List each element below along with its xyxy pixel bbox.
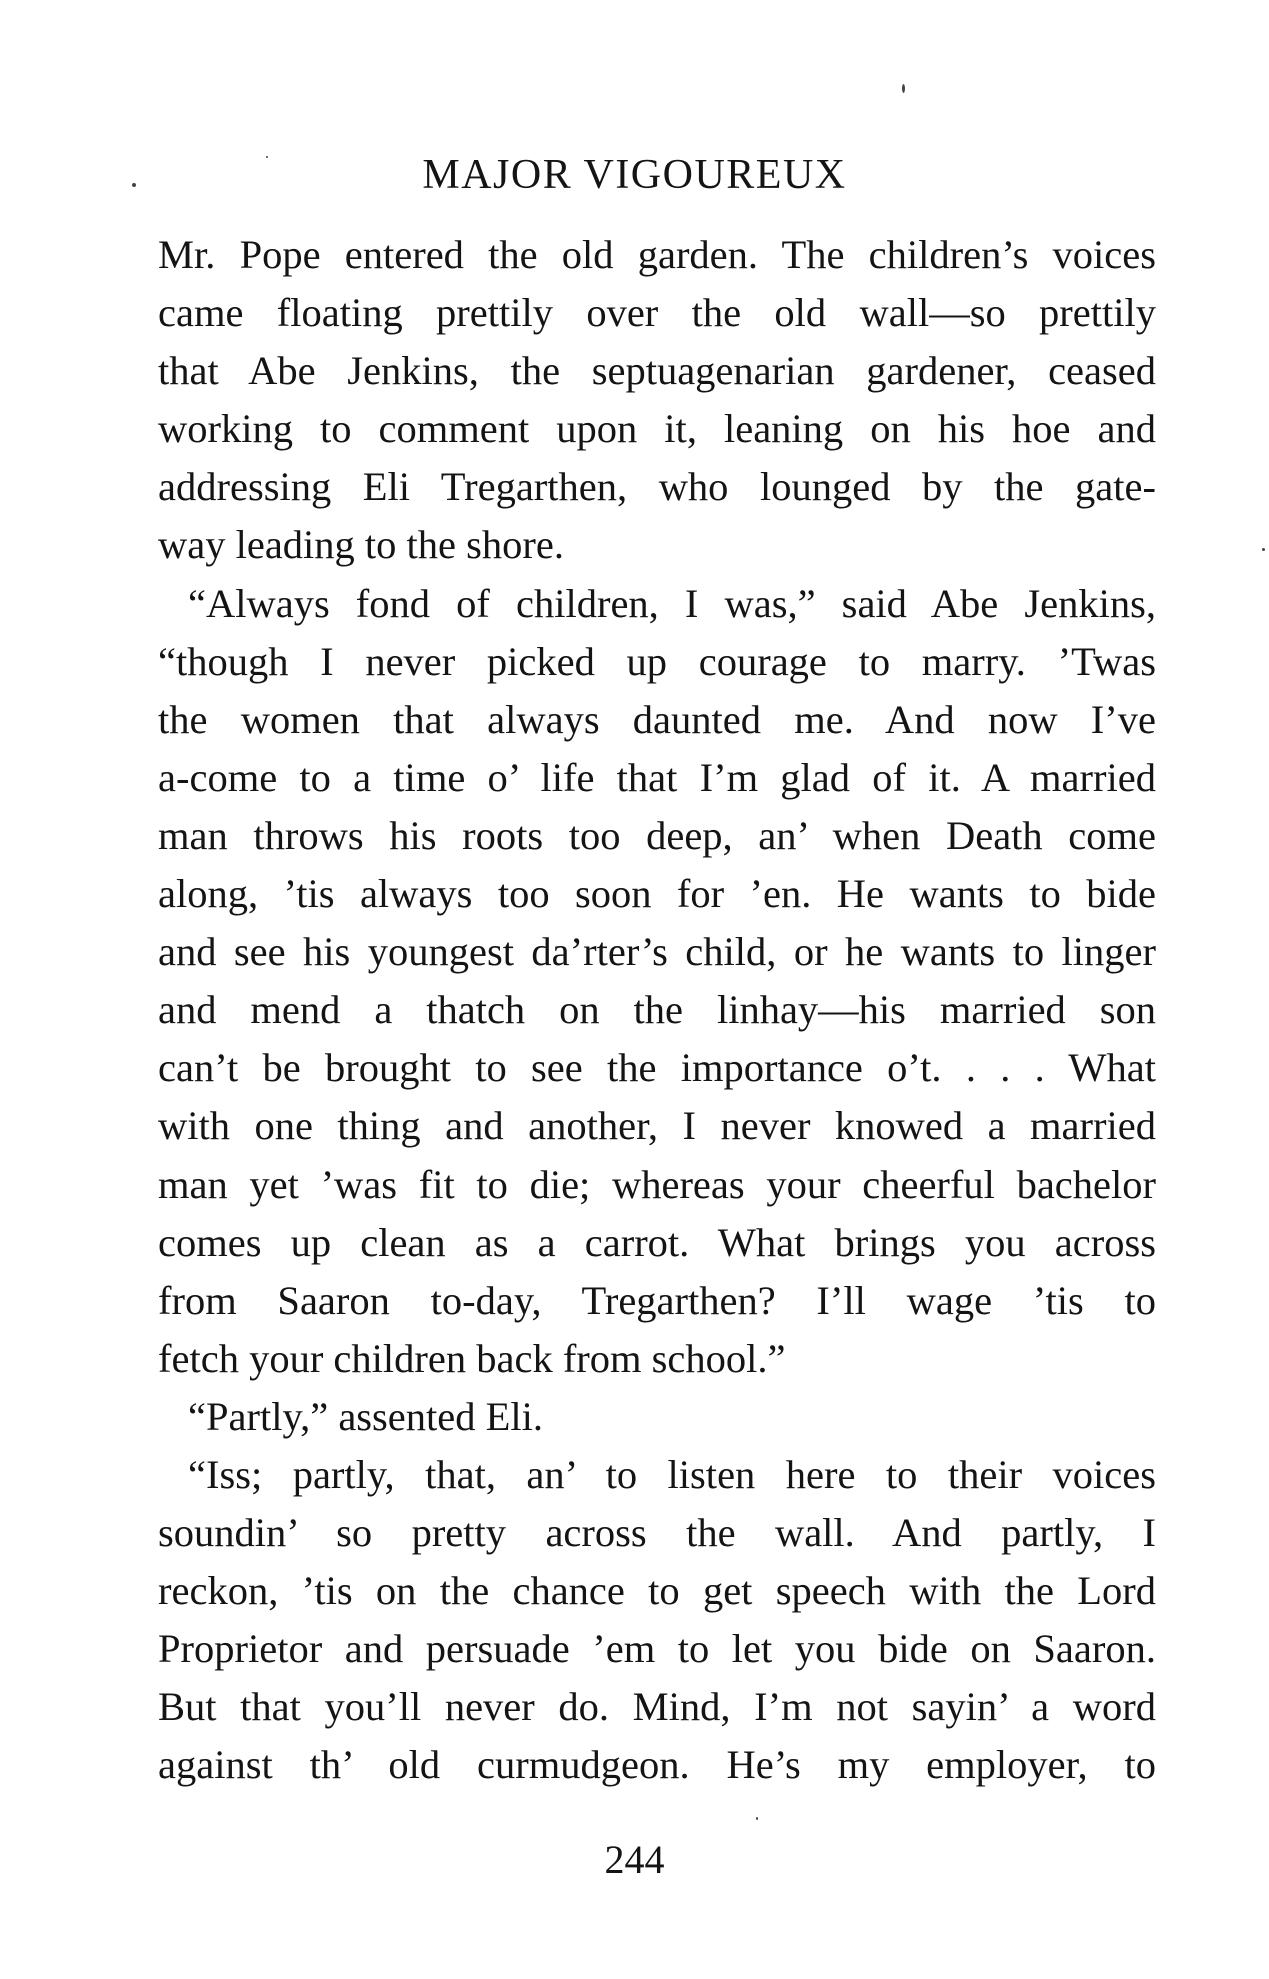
text-line: Proprietor and persuade ’em to let you bide on Saaron. (158, 1626, 1156, 1672)
text-line: “though I never picked up courage to marry. ’Twas (158, 638, 1156, 684)
text-line: addressing Eli Tregarthen, who lounged by the gate- (158, 464, 1156, 510)
running-head: MAJOR VIGOUREUX (422, 152, 847, 198)
text-line: with one thing and another, I never knowed a married (158, 1103, 1156, 1149)
text-line: Mr. Pope entered the old garden. The children’s voices (158, 232, 1156, 277)
text-line: from Saaron to-day, Tregarthen? I’ll wage ’tis to (158, 1277, 1156, 1323)
body-text (158, 226, 1156, 1795)
text-line: “Iss; partly, that, an’ to listen here to their voices (188, 1451, 1156, 1497)
print-speck (902, 84, 905, 93)
print-speck (132, 183, 136, 187)
text-line: came floating prettily over the old wall—so prettily (158, 290, 1156, 336)
text-line: “Always fond of children, I was,” said Abe Jenkins, (188, 580, 1156, 626)
text-line: can’t be brought to see the importance o’t. . . . What (158, 1045, 1156, 1091)
text-line: along, ’tis always too soon for ’en. He wants to bide (158, 871, 1156, 917)
print-speck (266, 156, 268, 158)
print-speck (756, 1817, 758, 1820)
text-line: against th’ old curmudgeon. He’s my employer, to (158, 1742, 1156, 1788)
text-line: the women that always daunted me. And now I’ve (158, 696, 1156, 742)
text-line: and see his youngest da’rter’s child, or he wants to linger (158, 929, 1156, 975)
text-line: and mend a thatch on the linhay—his married son (158, 987, 1156, 1033)
page-number: 244 (604, 1837, 665, 1882)
text-line: fetch your children back from school.” (158, 1335, 786, 1381)
text-line: a-come to a time o’ life that I’m glad of it. A married (158, 754, 1156, 800)
text-line: But that you’ll never do. Mind, I’m not sayin’ a word (158, 1684, 1156, 1730)
text-line: reckon, ’tis on the chance to get speech with the Lord (158, 1568, 1156, 1614)
text-line: man throws his roots too deep, an’ when Death come (158, 812, 1156, 858)
print-speck (1262, 548, 1265, 551)
text-line: that Abe Jenkins, the septuagenarian gardener, ceased (158, 348, 1156, 394)
text-line: working to comment upon it, leaning on his hoe and (158, 406, 1156, 452)
text-line: comes up clean as a carrot. What brings you across (158, 1219, 1156, 1265)
text-line: soundin’ so pretty across the wall. And partly, I (158, 1510, 1156, 1556)
text-line: man yet ’was fit to die; whereas your cheerful bachelor (158, 1161, 1156, 1207)
text-line: “Partly,” assented Eli. (188, 1393, 544, 1439)
text-line: way leading to the shore. (158, 522, 565, 568)
